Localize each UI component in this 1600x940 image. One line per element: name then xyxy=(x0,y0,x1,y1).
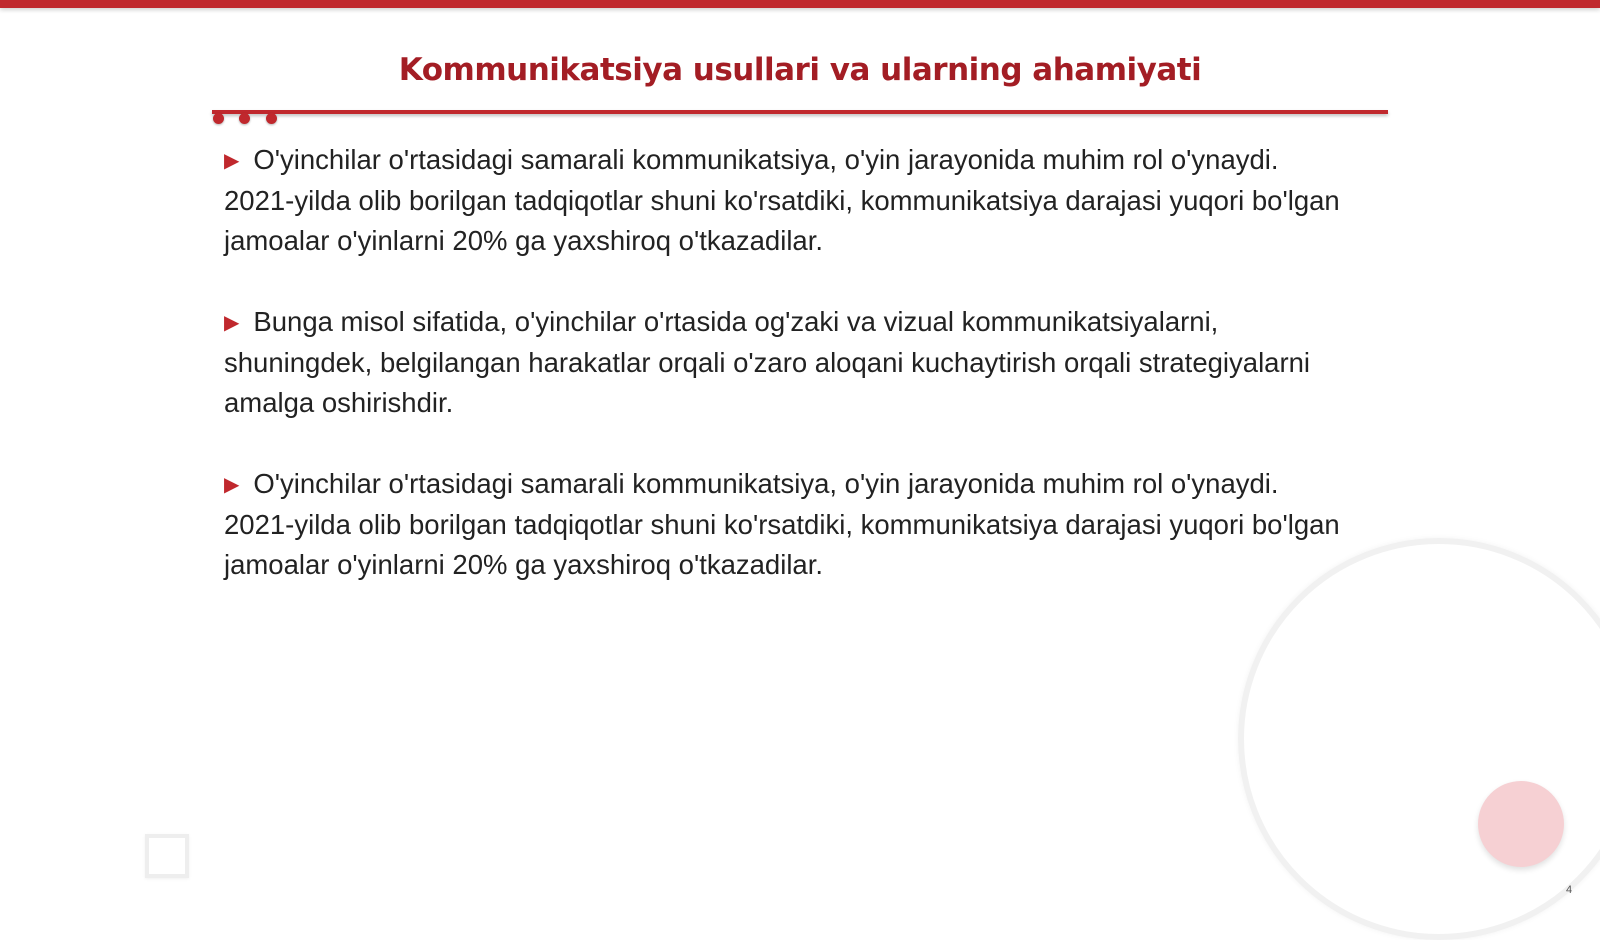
bullet-list xyxy=(224,140,1349,626)
slide-title: Kommunikatsiya usullari va ularning ahamiyati xyxy=(398,52,1202,88)
triangle-right-icon: ▶ xyxy=(224,150,240,172)
bullet-item xyxy=(224,464,1349,585)
top-accent-bar xyxy=(0,0,1600,8)
triangle-right-icon: ▶ xyxy=(224,312,240,334)
bullet-item xyxy=(224,140,1349,261)
triangle-right-icon: ▶ xyxy=(224,474,240,496)
bullet-text: O'yinchilar o'rtasidagi samarali kommunikatsiya, o'yin jarayonida muhim rol o'ynaydi. 2021-yilda olib borilgan tadqiqotlar shuni ko'rsatdiki, kommunikatsiya darajasi yuqori bo'lgan jamoalar o'yinlarni 20% ga yaxshiroq o'tkazadilar. xyxy=(224,468,1340,580)
title-underline xyxy=(212,110,1388,114)
decorative-dot-icon xyxy=(266,113,277,124)
bullet-item xyxy=(224,302,1349,423)
decorative-dot-icon xyxy=(213,113,224,124)
bullet-text: Bunga misol sifatida, o'yinchilar o'rtasida og'zaki va vizual kommunikatsiyalarni, shuningdek, belgilangan harakatlar orqali o'zaro aloqani kuchaytirish orqali strategiyalarni amalga oshirishdir. xyxy=(224,306,1311,418)
decorative-square xyxy=(145,834,189,878)
page-number: 4 xyxy=(1566,884,1573,896)
bullet-text: O'yinchilar o'rtasidagi samarali kommunikatsiya, o'yin jarayonida muhim rol o'ynaydi. 2021-yilda olib borilgan tadqiqotlar shuni ko'rsatdiki, kommunikatsiya darajasi yuqori bo'lgan jamoalar o'yinlarni 20% ga yaxshiroq o'tkazadilar. xyxy=(224,144,1340,256)
decorative-pink-circle xyxy=(1478,781,1564,867)
decorative-dot-icon xyxy=(239,113,250,124)
